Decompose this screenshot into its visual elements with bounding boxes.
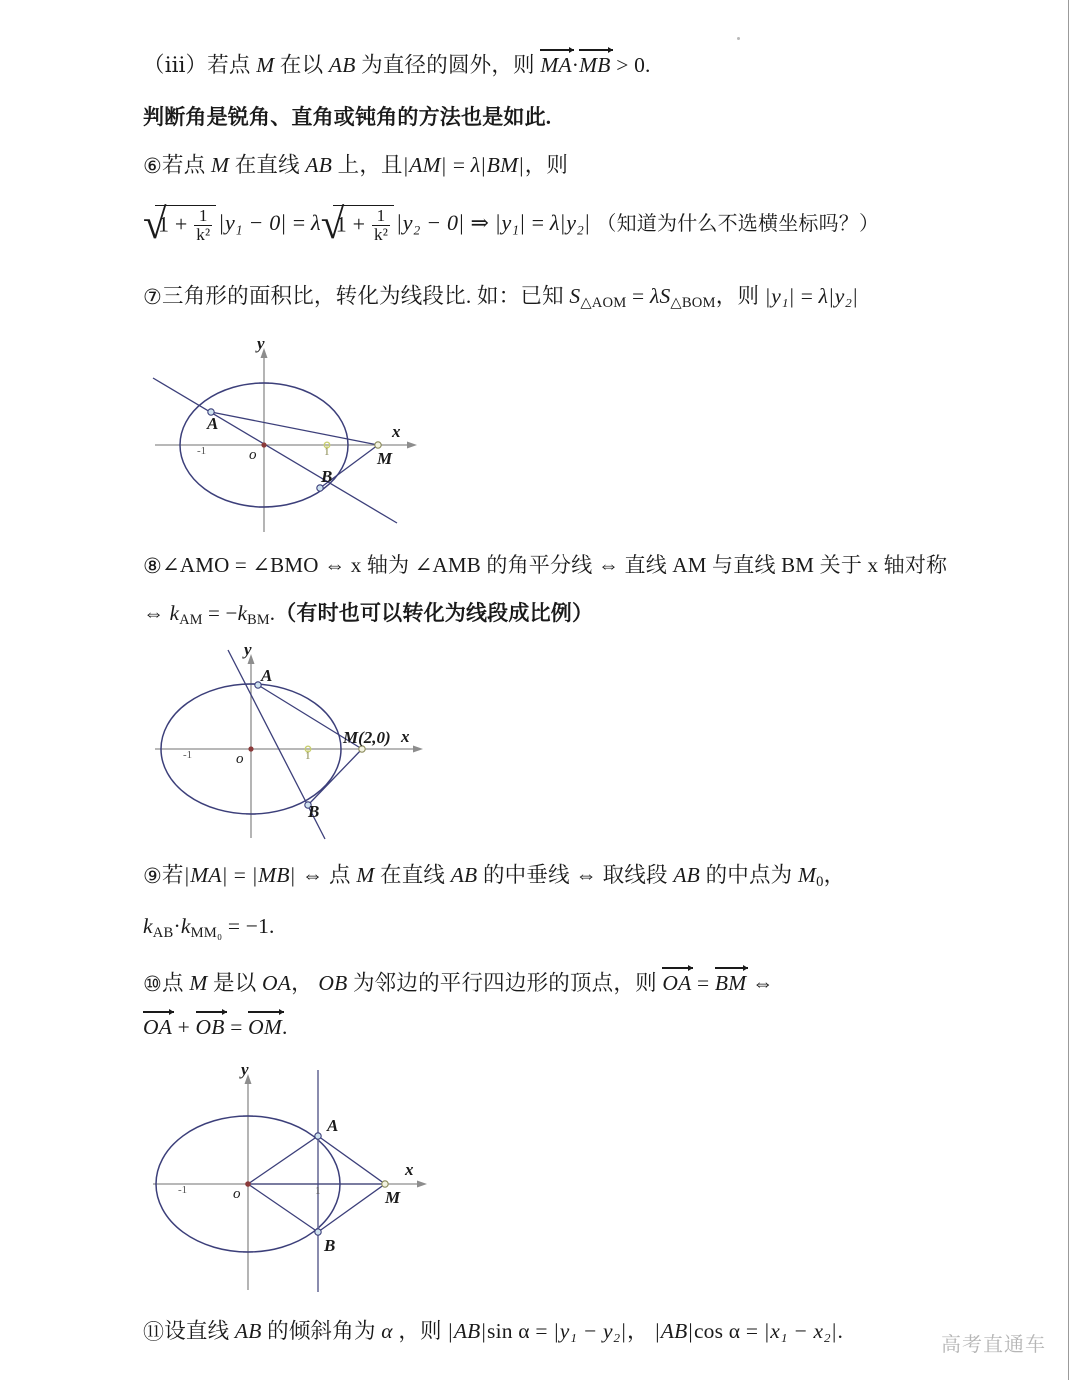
- fraction-1-over-k2-right: [372, 207, 390, 244]
- figure-2-label-M: M(2,0): [343, 728, 391, 747]
- figure-2-tick-1-label: 1: [305, 750, 311, 762]
- page-right-border: [1068, 0, 1069, 1380]
- item-7-y1: y₁: [771, 284, 789, 308]
- figure-3-point-B: [315, 1229, 321, 1235]
- figure-3-point-M: [382, 1181, 388, 1187]
- figure-3-label-A: A: [327, 1116, 339, 1135]
- item-7-text-b: ，则: [715, 284, 760, 308]
- item-10-comma: ，: [291, 971, 313, 995]
- item-9-M0: M: [797, 863, 817, 887]
- item-11-AB: AB: [234, 1319, 262, 1343]
- item-11-text-b: 的倾斜角为: [267, 1319, 376, 1343]
- figure-2-x-label: x: [401, 727, 410, 746]
- item-11-cos: cos α: [693, 1319, 741, 1343]
- item-6-lambda: λ: [470, 153, 481, 177]
- item-9-text-b: ⇔ 点: [301, 863, 351, 887]
- figure-2-origin-label: o: [236, 751, 244, 767]
- line-iii-var-AB: AB: [328, 53, 356, 77]
- figure-1-line-AB: [153, 378, 397, 523]
- formula-10-vector-OA: OA: [143, 1015, 173, 1039]
- figure-2-svg: [145, 632, 445, 847]
- item-6-text-c: 上，且: [337, 153, 403, 177]
- formula-10-vector-OM: OM: [248, 1015, 282, 1039]
- item-8-line-2: [143, 600, 593, 630]
- figure-3-x-label: x: [405, 1160, 414, 1179]
- formula-6-result-eq: =: [531, 210, 545, 236]
- item-10-OB: OB: [318, 971, 348, 995]
- item-6-seg-AM: AM: [409, 153, 441, 177]
- item-9-MB: MB: [258, 863, 290, 887]
- figure-2-origin-dot: [248, 746, 253, 751]
- formula-9: [143, 913, 275, 942]
- line-iii-prefix: （ⅲ）若点: [143, 53, 251, 77]
- item-9-text-f: ，: [823, 863, 846, 887]
- item-9-text-e: 的中点为: [705, 863, 793, 887]
- item-7-result-eq: =: [800, 284, 814, 308]
- figure-1-ellipse-secant: [145, 332, 435, 542]
- item-11-AB-3: AB: [660, 1319, 688, 1343]
- formula-6-lambda: λ: [311, 210, 321, 236]
- item-6-line: ⑥若点 M 在直线 AB 上，且|AM| = λ|BM|，则: [143, 153, 569, 178]
- item-10-line-1: [143, 968, 774, 997]
- formula-6-result-lambda: λ: [549, 210, 560, 236]
- item-8-number: ⑧: [143, 554, 163, 578]
- item-9-text-d: 的中垂线 ⇔ 取线段: [482, 863, 668, 887]
- formula-10-period: .: [281, 1015, 288, 1039]
- watermark-label: 高考直通车: [941, 1334, 1046, 1356]
- item-10-text-d: 为邻边的平行四边形的顶点，则: [352, 971, 657, 995]
- figure-1-label-B: B: [321, 467, 333, 486]
- item-6-var-M: M: [211, 153, 230, 177]
- item-9-line-1: ⑨若|MA| = |MB| ⇔ 点 M 在直线 AB 的中垂线 ⇔ 取线段 AB 的中点为 $M_0$，: [143, 863, 846, 891]
- figure-1-origin-dot: [261, 442, 266, 447]
- item-11-period: .: [837, 1319, 844, 1343]
- item-8-text-a: ∠AMO = ∠BMO ⇔ x 轴为 ∠AMB 的角平分线 ⇔ 直线 AM 与直线 BM 关于 x 轴对称: [162, 553, 948, 577]
- figure-1-tick-neg1-label: -1: [197, 445, 207, 457]
- formula-10-plus: +: [177, 1015, 190, 1039]
- figure-3-label-M: M: [385, 1188, 401, 1207]
- formula-9-period: .: [269, 914, 275, 938]
- figure-2-label-B: B: [308, 802, 320, 821]
- frac-num-left: 1: [198, 206, 208, 225]
- line-iii-mid2: 为直径的圆外，则: [361, 53, 535, 77]
- formula-9-kAB-sub: AB: [152, 925, 174, 942]
- figure-3-label-B: B: [324, 1236, 336, 1255]
- item-10-vector-BM: BM: [714, 971, 747, 995]
- item-8-period: .: [269, 601, 276, 625]
- item-11-sin: sin α: [487, 1319, 530, 1343]
- formula-10: [143, 1012, 288, 1041]
- item-8-iff: ⇔: [143, 601, 165, 625]
- figure-2-y-label: y: [244, 640, 252, 659]
- formula-10-eq: =: [230, 1015, 243, 1039]
- item-11-y-diff: y₁ − y₂: [559, 1319, 621, 1343]
- formula-9-eq: = −1: [227, 914, 270, 938]
- item-11-number: ⑪: [143, 1320, 165, 1344]
- figure-1-origin-label: o: [249, 447, 257, 463]
- item-7-text-a: 三角形的面积比，转化为线段比. 如：已知: [162, 284, 564, 308]
- formula-6-y2-term: y₂ − 0: [402, 210, 459, 236]
- item-7-result-lambda: λ: [818, 284, 829, 308]
- sqrt-right: √ 1 + $\frac{1}{\text{k²}}$: [321, 205, 394, 245]
- formula-10-vector-OB: OB: [195, 1015, 225, 1039]
- frac-den-left: k²: [196, 225, 211, 244]
- item-7-S-AOM: S: [569, 284, 581, 308]
- figure-3-point-A: [315, 1133, 321, 1139]
- formula-6-equals: =: [292, 210, 306, 236]
- item-8-kAM-sub: AM: [179, 611, 203, 628]
- vector-MB: MB: [579, 53, 611, 77]
- item-9-number: ⑨: [143, 864, 163, 888]
- formula-6: √ 1 + $\frac{1}{\text{k²}}$ |y₁ − 0| = λ √ 1 + $\frac{1}{\text{k²}}$ |y₂ − 0| ⇒ |y₁| = λ|y₂| （知道为什么不选横坐标吗？）: [143, 201, 880, 248]
- item-11-x-diff: x₁ − x₂: [770, 1319, 831, 1343]
- item-9-AB-2: AB: [673, 863, 700, 887]
- item-8-kBM-sub: BM: [247, 611, 270, 628]
- formula-6-one-right: 1 +: [335, 211, 366, 237]
- item-8-kAM: k: [169, 601, 180, 625]
- figure-1-y-label: y: [257, 334, 265, 353]
- figure-1-label-M: M: [377, 449, 393, 468]
- item-9-text-c: 在直线: [380, 863, 446, 887]
- sqrt-left: √ 1 + $\frac{1}{\text{k²}}$: [143, 205, 216, 245]
- item-8-kBM: k: [237, 601, 248, 625]
- formula-9-dot: ·: [173, 914, 181, 938]
- item-6-text-b: 在直线: [234, 153, 300, 177]
- item-10-text-a: 点: [162, 971, 184, 995]
- item-7-lambda: λ: [649, 284, 660, 308]
- frac-den-right: k²: [374, 225, 389, 244]
- formula-6-one-left: 1 +: [158, 211, 188, 237]
- item-7-eq: =: [632, 284, 645, 308]
- item-8-eq-neg: = −: [208, 601, 238, 625]
- figure-1-tick-1-label: 1: [324, 446, 330, 458]
- figure-1-chord-AM: [211, 412, 378, 445]
- item-8-line-1: [143, 552, 947, 579]
- item-11-eq-2: =: [745, 1319, 759, 1343]
- formula-9-kMM0: k: [180, 914, 191, 938]
- figure-3-parallelogram: [145, 1052, 455, 1297]
- formula-6-result-y2: y₂: [566, 210, 585, 236]
- figure-2-x-arrow: [413, 746, 423, 753]
- figure-3-tick-1-label: 1: [315, 1185, 321, 1197]
- line-iii-tail: > 0.: [616, 53, 651, 77]
- formula-6-result-y1: y₁: [501, 210, 520, 236]
- item-6-number: ⑥: [143, 154, 163, 178]
- item-11-text-c: ，则: [398, 1319, 442, 1343]
- item-11-comma: ，: [626, 1319, 649, 1343]
- item-8-bold-note: （有时也可以转化为线段成比例）: [275, 601, 594, 625]
- figure-3-tick-neg1-label: -1: [178, 1184, 188, 1196]
- figure-1-x-arrow: [407, 442, 417, 449]
- item-9-M0-sub: 0: [816, 874, 824, 891]
- item-11-alpha: α: [381, 1319, 393, 1343]
- fraction-1-over-k2-left: [194, 207, 212, 244]
- item-7-S-AOM-sub: △AOM: [580, 295, 627, 312]
- item-10-eq: =: [697, 971, 710, 995]
- figure-3-edge-OA: [248, 1136, 318, 1184]
- item-10-OA: OA: [262, 971, 292, 995]
- item-6-text-d: ，则: [524, 153, 569, 177]
- top-dot-mark: [737, 37, 740, 40]
- item-10-var-M: M: [189, 971, 208, 995]
- vector-MA: MA: [540, 53, 572, 77]
- item-9-MA: MA: [190, 863, 222, 887]
- figure-1-point-M: [375, 442, 381, 448]
- figure-2-label-A: A: [261, 666, 273, 685]
- figure-2-tick-neg1-label: -1: [183, 749, 193, 761]
- item-11-line: ⑪设直线 AB 的倾斜角为 α ，则 |AB|sin α = |y₁ − y₂|， |AB|cos α = |x₁ − x₂|.: [143, 1319, 844, 1344]
- item-9-text-a: 若: [162, 863, 184, 887]
- figure-3-edge-BM: [318, 1184, 385, 1232]
- figure-3-edge-OB: [248, 1184, 318, 1232]
- item-9-AB: AB: [450, 863, 478, 887]
- item-6-var-AB: AB: [305, 153, 333, 177]
- item-6-seg-BM: BM: [486, 153, 519, 177]
- formula-6-implies: ⇒: [470, 210, 490, 236]
- figure-2-chord-BM: [308, 749, 362, 805]
- item-11-text-a: 设直线: [164, 1319, 230, 1343]
- item-10-iff: ⇔: [751, 971, 774, 995]
- line-bold-note: 判断角是锐角、直角或钝角的方法也是如此.: [143, 105, 552, 129]
- item-11-eq-1: =: [535, 1319, 548, 1343]
- formula-9-kAB: k: [143, 914, 153, 938]
- item-10-number: ⑩: [143, 972, 163, 996]
- item-7-number: ⑦: [143, 285, 163, 309]
- item-10-text-b: 是以: [213, 971, 257, 995]
- line-iii: [143, 50, 651, 79]
- line-iii-mid: 在以: [279, 53, 324, 77]
- figure-3-y-label: y: [241, 1060, 249, 1079]
- formula-6-note: （知道为什么不选横坐标吗？）: [596, 213, 880, 236]
- item-7-line: ⑦三角形的面积比，转化为线段比. 如：已知 $S_{\triangle AOM} = \lambda S_{\triangle BOM}$，则 |y₁| = λ|y₂|: [143, 284, 858, 312]
- item-9-var-M: M: [356, 863, 375, 887]
- item-7-S-BOM-sub: △BOM: [670, 295, 716, 312]
- item-7-y2: y₂: [834, 284, 853, 308]
- item-6-eq: =: [452, 153, 466, 177]
- item-6-text-a: 若点: [162, 153, 206, 177]
- formula-6-y1-term: y₁ − 0: [224, 210, 281, 236]
- line-iii-dot: ·: [571, 53, 580, 77]
- line-iii-var-M: M: [256, 53, 275, 77]
- figure-1-label-A: A: [207, 414, 219, 433]
- item-9-eq: =: [233, 863, 247, 887]
- figure-1-x-label: x: [392, 422, 401, 441]
- item-11-AB-2: AB: [453, 1319, 481, 1343]
- frac-num-right: 1: [376, 206, 386, 225]
- figure-2-ellipse-angle-bisector: [145, 632, 445, 847]
- item-7-S-BOM: S: [659, 284, 671, 308]
- figure-3-origin-dot: [245, 1181, 251, 1187]
- figure-3-origin-label: o: [233, 1186, 241, 1202]
- figure-3-edge-AM: [318, 1136, 385, 1184]
- formula-9-kMM0-sub: MM₀: [190, 925, 223, 942]
- figure-3-x-arrow: [417, 1181, 427, 1188]
- item-10-vector-OA: OA: [662, 971, 692, 995]
